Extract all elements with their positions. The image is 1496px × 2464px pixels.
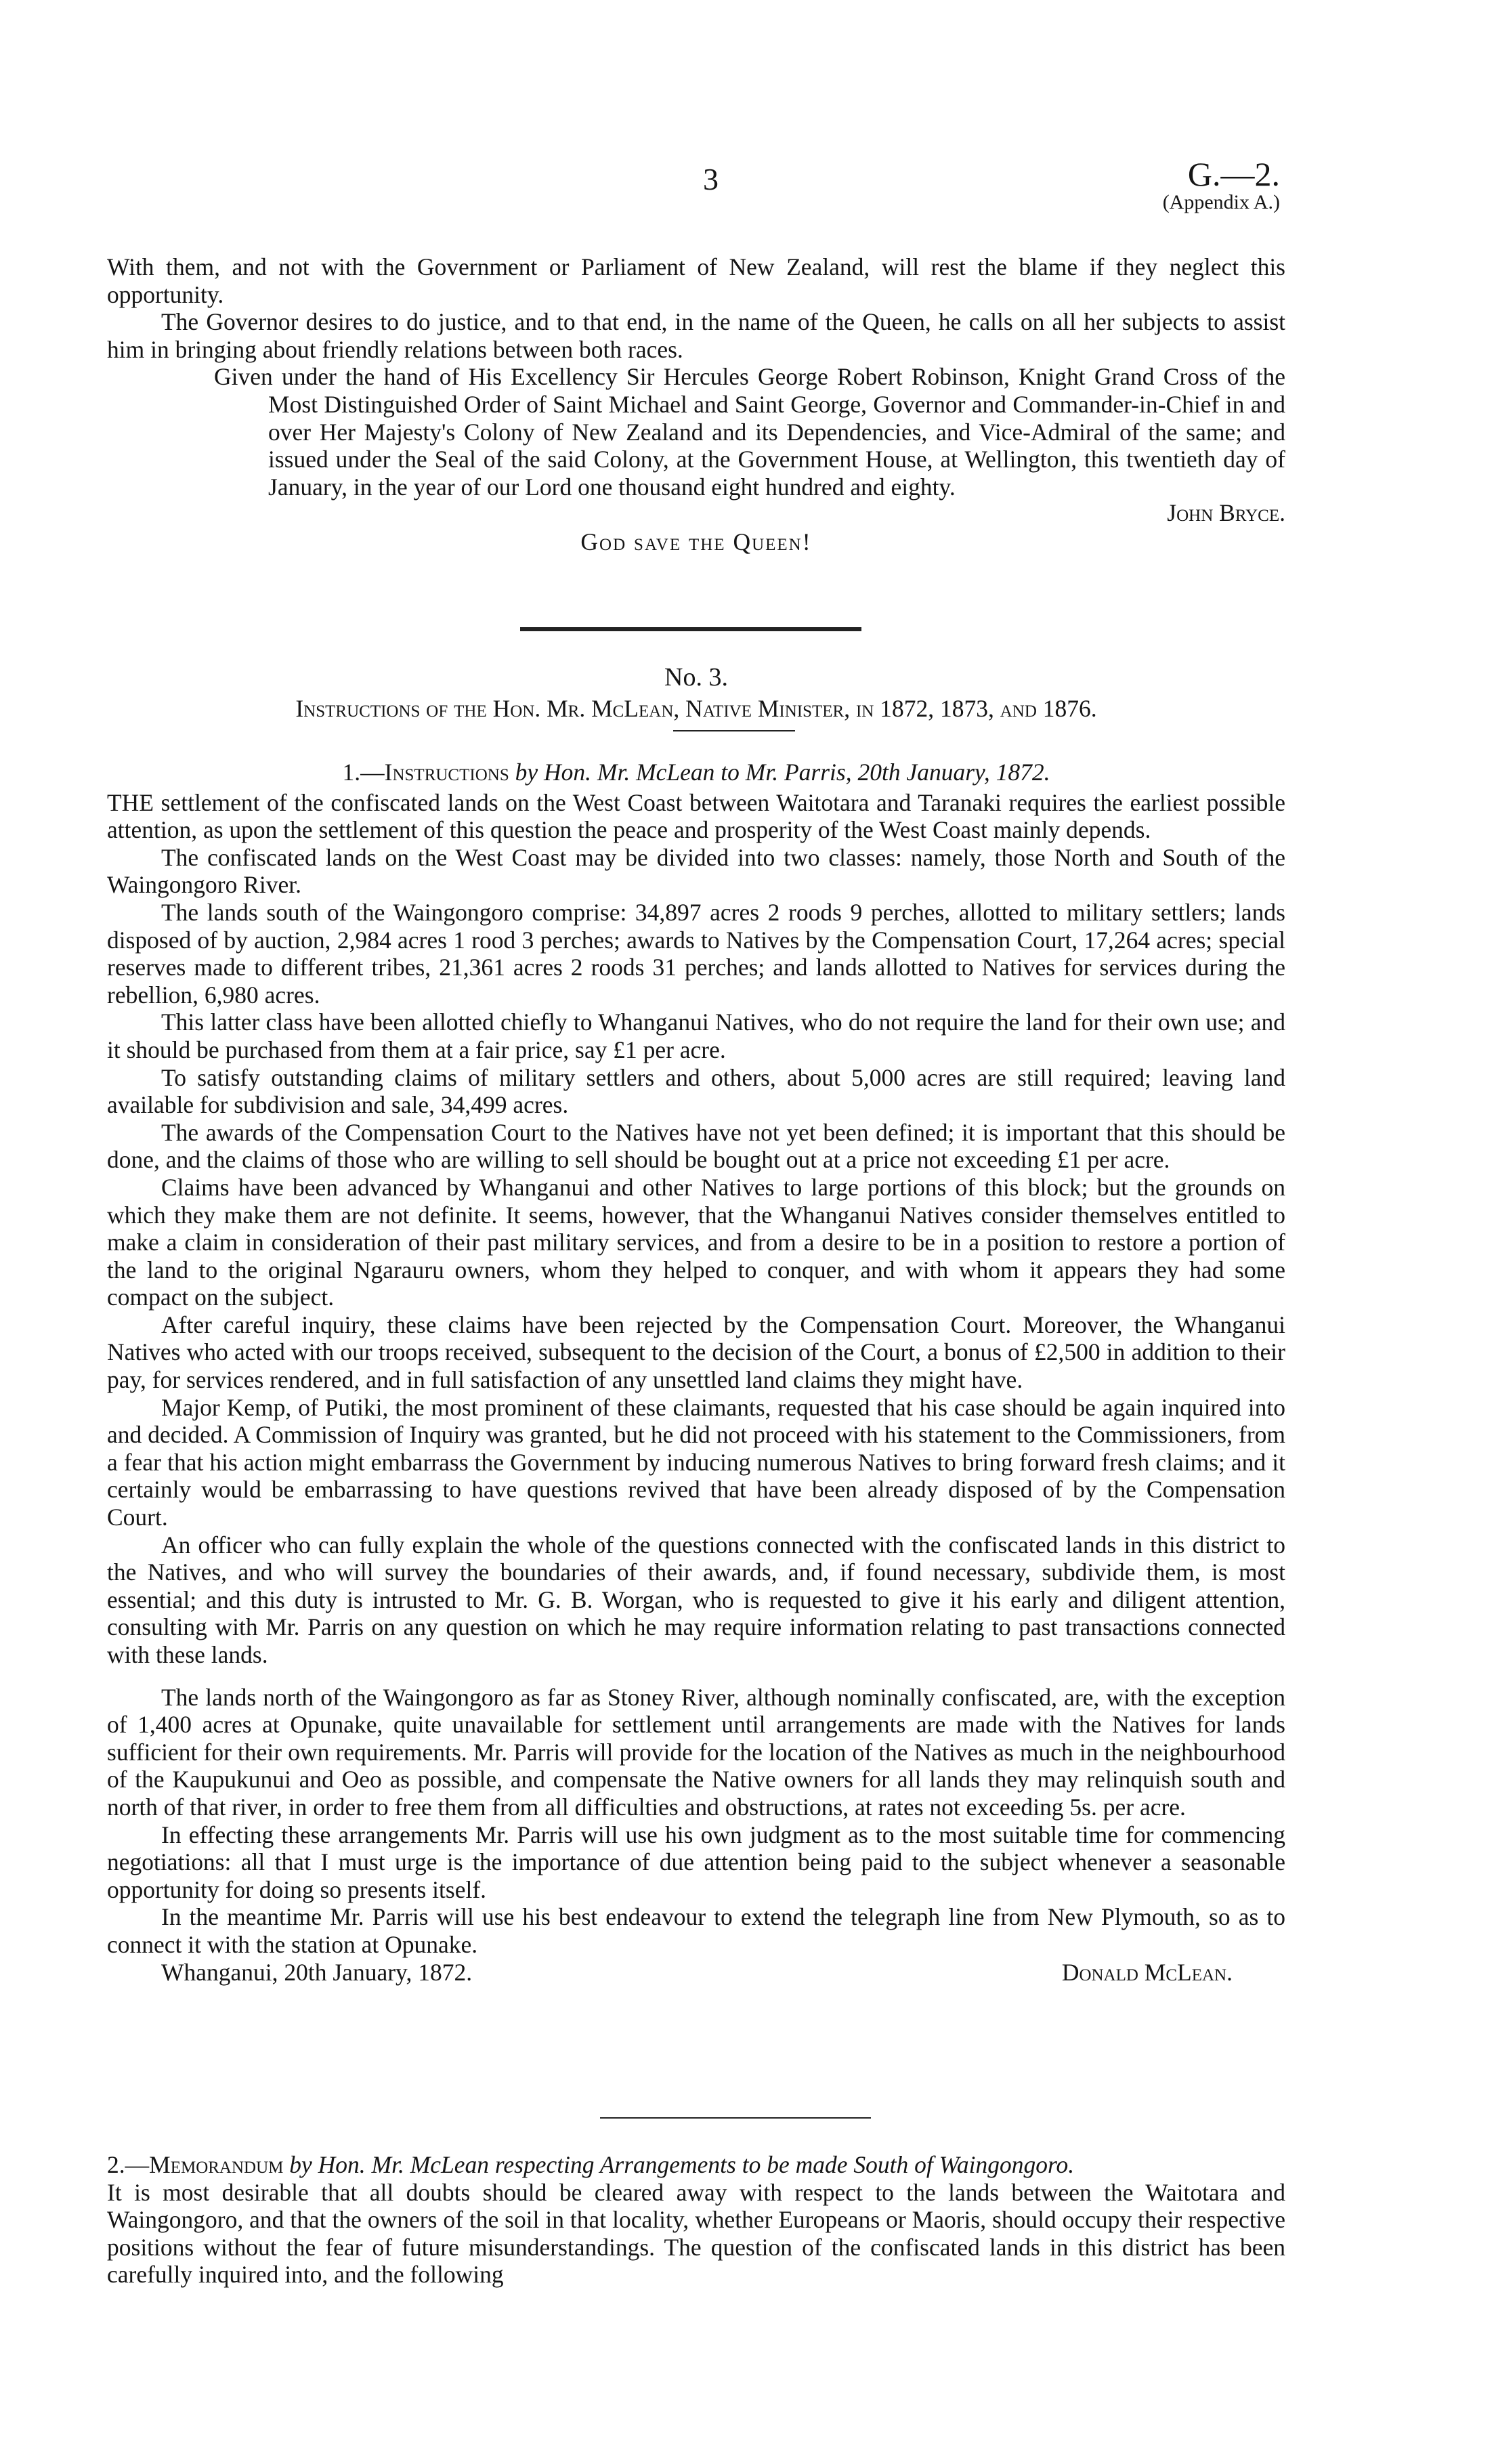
section-number: No. 3. [664, 663, 728, 692]
instr-para-6: The awards of the Compensation Court to the Natives have not yet been defined; it is important that this should be done, and the claims of those who are willing to sell should be bought out at a price not exceeding £1 per acre. [107, 1118, 1285, 1174]
page-number: 3 [703, 162, 719, 196]
instructions-1-heading: 1.—Instructions by Hon. Mr. McLean to Mr. Parris, 20th January, 1872. [342, 759, 1050, 786]
instr-para-13: In the meantime Mr. Parris will use his best endeavour to extend the telegraph line from New Plymouth, so as to connect it with the station at Opunake. [107, 1903, 1285, 1958]
instr-para-7: Claims have been advanced by Whanganui and other Natives to large portions of this block; but the grounds on which they make them are not definite. It seems, however, that the Whanganui Natives consider themselves entitled to make a claim in consideration of their past military services, and from a desire to be in a position to restore a portion of the land to the original Ngarauru owners, whom they helped to conquer, and with whom it appears they had some compact on the subject. [107, 1173, 1285, 1311]
proclamation-block [107, 253, 1285, 556]
instr-para-11: The lands north of the Waingongoro as far as Stoney River, although nominally confiscated, are, with the exception of 1,400 acres at Opunake, quite unavailable for settlement until arrangements are made with the Natives for lands sufficient for their own requirements. Mr. Parris will provide for the location of the Natives as much in the neighbourhood of the Kaupukunui and Oeo as possible, and compensate the Native owners for all lands they may relinquish south and north of that river, in order to free them from all difficulties and obstructions, at rates not exceeding 5s. per acre. [107, 1683, 1285, 1821]
memo-divider [600, 2117, 871, 2119]
instr-para-4: This latter class have been allotted chiefly to Whanganui Natives, who do not require the land for their own use; and it should be purchased from them at a fair price, say £1 per acre. [107, 1008, 1285, 1063]
god-save-the-queen: God save the Queen! [580, 528, 812, 555]
instr-para-1: THE settlement of the confiscated lands on the West Coast between Waitotara and Taranaki requires the earliest possible attention, as upon the settlement of this question the peace and prosperity of the West Coast mainly depends. [107, 788, 1285, 844]
proclamation-para-1: With them, and not with the Government or Parliament of New Zealand, will rest the blame if they neglect this opportunity. [107, 253, 1285, 308]
instr-para-12: In effecting these arrangements Mr. Parris will use his own judgment as to the most suitable time for commencing negotiations: all that I must urge is the importance of due attention being paid to the subject whenever a seasonable opportunity for doing so presents itself. [107, 1821, 1285, 1903]
section-title: Instructions of the Hon. Mr. McLean, Native Minister, in 1872, 1873, and 1876. [295, 695, 1097, 722]
memorandum-para-1: It is most desirable that all doubts should be cleared away with respect to the lands between the Waitotara and Waingongoro, and that the owners of the soil in that locality, whether Europeans or Maoris, should occupy their respective positions without the fear of future misunderstandings. The question of the confiscated lands in this district has been carefully inquired into, and the following [107, 2178, 1285, 2289]
given-under-hand: Given under the hand of His Excellency Sir Hercules George Robert Robinson, Knight Grand Cross of the Most Distinguished Order of Saint Michael and Saint George, Governor and Commander-in-Chief in and over Her Majesty's Colony of New Zealand and its Dependencies, and Vice-Admiral of the same; and issued under the Seal of the said Colony, at the Government House, at Wellington, this twentieth day of January, in the year of our Lord one thousand eight hundred and eighty. [214, 363, 1285, 501]
title-underline [673, 730, 795, 731]
instr-para-9: Major Kemp, of Putiki, the most prominent of these claimants, requested that his case should be again inquired into and decided. A Commission of Inquiry was granted, but he did not proceed with his statement to the Commissioners, from a fear that his action might embarrass the Government by inducing numerous Natives to bring forward fresh claims; and it certainly would be embarrassing to have questions revived that have been already disposed of by the Compensation Court. [107, 1393, 1285, 1531]
instr-para-5: To satisfy outstanding claims of military settlers and others, about 5,000 acres are still required; leaving land available for subdivision and sale, 34,499 acres. [107, 1063, 1285, 1119]
signature-john-bryce: John Bryce. [1167, 499, 1285, 527]
signature-donald-mclean: Donald McLean. [1061, 1958, 1233, 1986]
section-divider [520, 627, 861, 631]
appendix-label: (Appendix A.) [1162, 191, 1280, 213]
instr-para-3: The lands south of the Waingongoro comprise: 34,897 acres 2 roods 9 perches, allotted to military settlers; lands disposed of by auction, 2,984 acres 1 rood 3 perches; awards to Natives by the Compensation Court, 17,264 acres; special reserves made to different tribes, 21,361 acres 2 roods 31 perches; and lands allotted to Natives for services during the rebellion, 6,980 acres. [107, 898, 1285, 1008]
instr-closing [107, 1959, 1285, 1987]
instr-para-10: An officer who can fully explain the whole of the questions connected with the confiscated lands in this district to the Natives, and who will survey the boundaries of their awards, and, if found necessary, subdivide them, is most essential; and this duty is intrusted to Mr. G. B. Worgan, who is requested to give it his early and diligent attention, consulting with Mr. Parris on any question on which he may require information relating to past transactions connected with these lands. [107, 1531, 1285, 1668]
instructions-1 [107, 759, 1285, 1986]
proclamation-para-2: The Governor desires to do justice, and to that end, in the name of the Queen, he calls on all her subjects to assist him in bringing about friendly relations between both races. [107, 308, 1285, 363]
instr-para-8: After careful inquiry, these claims have been rejected by the Compensation Court. Moreover, the Whanganui Natives who acted with our troops received, subsequent to the decision of the Court, a bonus of £2,500 in addition to their pay, for services rendered, and in full satisfaction of any unsettled land claims they might have. [107, 1311, 1285, 1394]
place-date: Whanganui, 20th January, 1872. [161, 1958, 473, 1986]
memorandum-2 [107, 2151, 1285, 2289]
document-code: G.—2. [1187, 155, 1280, 193]
instr-para-2: The confiscated lands on the West Coast may be divided into two classes: namely, those North and South of the Waingongoro River. [107, 843, 1285, 899]
memorandum-heading: 2.—Memorandum by Hon. Mr. McLean respecting Arrangements to be made South of Waingongoro. [107, 2151, 1075, 2178]
